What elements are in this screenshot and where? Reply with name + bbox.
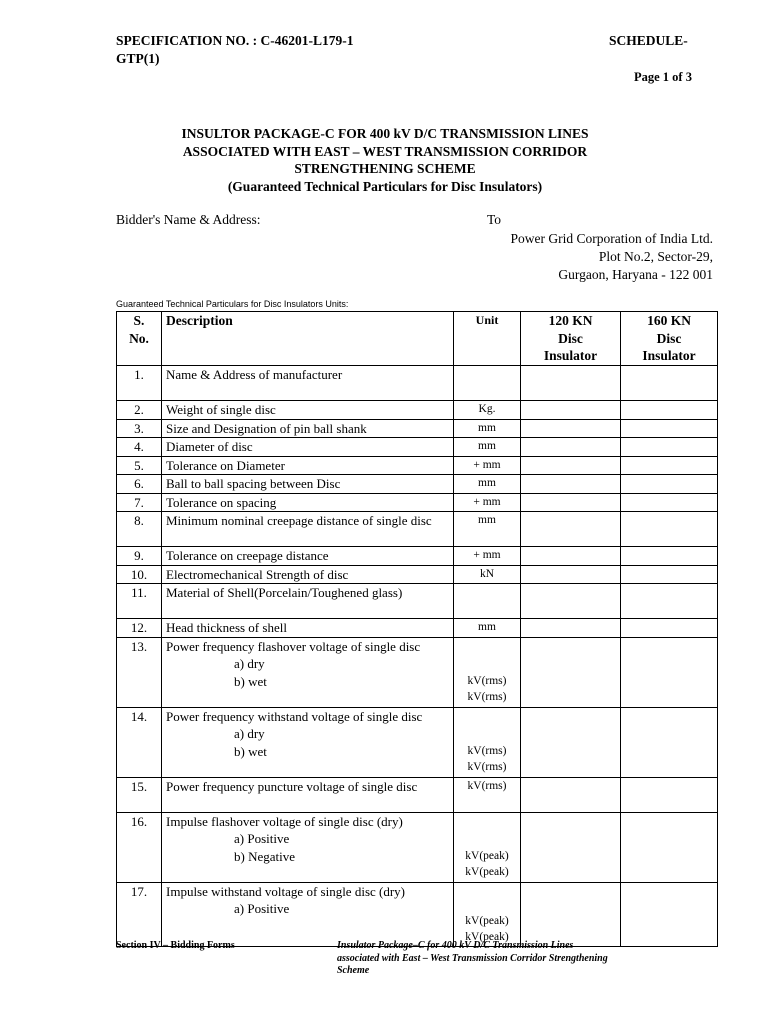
table-row (117, 565, 718, 584)
row-unit (454, 637, 521, 707)
table-row (117, 882, 718, 946)
row-description: Ball to ball spacing between Disc (162, 475, 454, 494)
cell-160kn[interactable] (621, 547, 718, 566)
row-sno: 12. (117, 619, 162, 638)
row-description-main: Power frequency withstand voltage of single disc (166, 708, 423, 724)
sub-item-wet: b) wet (234, 673, 267, 689)
header-description: Description (162, 312, 454, 366)
row-description: Diameter of disc (162, 438, 454, 457)
row-sno: 6. (117, 475, 162, 494)
cell-120kn[interactable] (521, 637, 621, 707)
row-description: Weight of single disc (162, 401, 454, 420)
header-120kn: 120 KN Disc Insulator (521, 312, 621, 366)
sub-item-dry: a) dry (234, 726, 265, 741)
row-unit: + mm (454, 493, 521, 512)
cell-160kn[interactable] (621, 777, 718, 812)
title-line-3: STRENGTHENING SCHEME (294, 161, 476, 176)
cell-160kn[interactable] (621, 565, 718, 584)
cell-160kn[interactable] (621, 456, 718, 475)
cell-120kn[interactable] (521, 812, 621, 882)
row-unit: mm (454, 619, 521, 638)
table-row (117, 584, 718, 619)
row-sno: 13. (117, 637, 162, 707)
unit-negative: kV(peak) (465, 930, 509, 943)
to-label: To (487, 212, 502, 227)
cell-160kn[interactable] (621, 475, 718, 494)
title-line-2: ASSOCIATED WITH EAST – WEST TRANSMISSION CORRIDOR (182, 143, 588, 159)
unit-dry: kV(rms) (467, 674, 507, 687)
cell-120kn[interactable] (521, 419, 621, 438)
table-header-row (117, 312, 718, 366)
row-description (162, 707, 454, 777)
row-sno: 17. (117, 882, 162, 946)
row-unit: mm (454, 512, 521, 547)
header-160kn: 160 KN Disc Insulator (621, 312, 718, 366)
gtp-table (116, 311, 718, 947)
cell-120kn[interactable] (521, 619, 621, 638)
table-caption: Guaranteed Technical Particulars for Disc Insulators Units: (116, 299, 349, 309)
cell-160kn[interactable] (621, 584, 718, 619)
footer-line-2: associated with East – West Transmission Corridor Strengthening (337, 952, 608, 964)
row-description: Tolerance on Diameter (162, 456, 454, 475)
sub-item-negative: b) Negative (234, 848, 296, 864)
recipient-address (380, 230, 713, 284)
footer-line-1: Insulator Package–C for 400 kV D/C Transmission Lines (337, 940, 574, 951)
unit-dry: kV(rms) (467, 744, 507, 757)
row-unit (454, 366, 521, 401)
unit-wet: kV(rms) (467, 760, 507, 773)
row-unit: kN (454, 565, 521, 584)
cell-160kn[interactable] (621, 512, 718, 547)
row-unit: mm (454, 438, 521, 457)
cell-120kn[interactable] (521, 565, 621, 584)
cell-120kn[interactable] (521, 584, 621, 619)
table-row (117, 707, 718, 777)
row-sno: 11. (117, 584, 162, 619)
row-unit: kV(rms) (454, 777, 521, 812)
table-row (117, 401, 718, 420)
table-row (117, 366, 718, 401)
row-description-main: Impulse flashover voltage of single disc (dry) (166, 813, 403, 829)
sub-item-positive: a) Positive (234, 901, 290, 916)
footer-section: Section IV – Bidding Forms (116, 940, 235, 951)
document-title (60, 125, 710, 195)
table-row (117, 547, 718, 566)
unit-negative: kV(peak) (465, 865, 509, 878)
row-description: Head thickness of shell (162, 619, 454, 638)
title-line-4: (Guaranteed Technical Particulars for Disc Insulators) (227, 178, 543, 194)
row-sno: 7. (117, 493, 162, 512)
table-row (117, 456, 718, 475)
unit-positive: kV(peak) (465, 914, 509, 927)
spec-number: SPECIFICATION NO. : C-46201-L179-1 (116, 33, 354, 48)
row-unit: mm (454, 475, 521, 494)
row-sno: 15. (117, 777, 162, 812)
footer-package (337, 940, 727, 978)
row-sno: 9. (117, 547, 162, 566)
cell-160kn[interactable] (621, 707, 718, 777)
cell-120kn[interactable] (521, 456, 621, 475)
row-sno: 4. (117, 438, 162, 457)
cell-160kn[interactable] (621, 619, 718, 638)
sub-item-wet: b) wet (234, 743, 267, 759)
gtp-label: GTP(1) (116, 51, 160, 66)
title-line-1: INSULTOR PACKAGE-C FOR 400 kV D/C TRANSMISSION LINES (181, 126, 589, 141)
row-unit (454, 882, 521, 946)
footer-line-3: Scheme (337, 965, 370, 976)
row-unit: + mm (454, 547, 521, 566)
row-unit (454, 584, 521, 619)
cell-160kn[interactable] (621, 637, 718, 707)
cell-160kn[interactable] (621, 366, 718, 401)
cell-120kn[interactable] (521, 512, 621, 547)
address-line-3: Gurgaon, Haryana - 122 001 (558, 267, 713, 282)
row-description: Material of Shell(Porcelain/Toughened glass) (162, 584, 454, 619)
sub-item-positive: a) Positive (234, 831, 290, 846)
row-sno: 14. (117, 707, 162, 777)
row-unit (454, 707, 521, 777)
unit-wet: kV(rms) (467, 690, 507, 703)
table-row (117, 438, 718, 457)
row-sno: 1. (117, 366, 162, 401)
table-row (117, 493, 718, 512)
bidder-label: Bidder's Name & Address: (116, 212, 261, 227)
header-unit: Unit (454, 312, 521, 366)
row-sno: 8. (117, 512, 162, 547)
cell-120kn[interactable] (521, 707, 621, 777)
row-sno: 16. (117, 812, 162, 882)
cell-160kn[interactable] (621, 401, 718, 420)
schedule-label: SCHEDULE- (609, 33, 688, 48)
row-unit: mm (454, 419, 521, 438)
row-unit (454, 812, 521, 882)
row-description (162, 637, 454, 707)
row-description: Size and Designation of pin ball shank (162, 419, 454, 438)
cell-160kn[interactable] (621, 493, 718, 512)
cell-120kn[interactable] (521, 547, 621, 566)
page-number: Page 1 of 3 (634, 70, 692, 84)
address-line-2: Plot No.2, Sector-29, (598, 249, 713, 264)
cell-160kn[interactable] (621, 812, 718, 882)
row-description-main: Power frequency flashover voltage of single disc (166, 638, 421, 654)
cell-120kn[interactable] (521, 438, 621, 457)
cell-160kn[interactable] (621, 438, 718, 457)
table-row (117, 637, 718, 707)
row-description: Tolerance on spacing (162, 493, 454, 512)
cell-120kn[interactable] (521, 366, 621, 401)
table-row (117, 512, 718, 547)
cell-120kn[interactable] (521, 475, 621, 494)
row-description: Electromechanical Strength of disc (162, 565, 454, 584)
row-description (162, 812, 454, 882)
row-sno: 5. (117, 456, 162, 475)
cell-160kn[interactable] (621, 882, 718, 946)
cell-120kn[interactable] (521, 882, 621, 946)
unit-positive: kV(peak) (465, 849, 509, 862)
row-unit: Kg. (454, 401, 521, 420)
table-row (117, 419, 718, 438)
row-description (162, 882, 454, 946)
row-unit: + mm (454, 456, 521, 475)
cell-120kn[interactable] (521, 493, 621, 512)
table-row (117, 777, 718, 812)
table-row (117, 475, 718, 494)
row-description-main: Impulse withstand voltage of single disc (dry) (166, 883, 406, 899)
row-description: Power frequency puncture voltage of single disc (162, 777, 454, 812)
sub-item-dry: a) dry (234, 656, 265, 671)
cell-120kn[interactable] (521, 401, 621, 420)
row-sno: 3. (117, 419, 162, 438)
row-sno: 2. (117, 401, 162, 420)
table-row (117, 619, 718, 638)
table-row (117, 812, 718, 882)
row-description: Tolerance on creepage distance (162, 547, 454, 566)
row-description: Name & Address of manufacturer (162, 366, 454, 401)
address-line-1: Power Grid Corporation of India Ltd. (510, 231, 713, 246)
cell-120kn[interactable] (521, 777, 621, 812)
row-sno: 10. (117, 565, 162, 584)
row-description: Minimum nominal creepage distance of single disc (162, 512, 454, 547)
cell-160kn[interactable] (621, 419, 718, 438)
header-sno: S. No. (117, 312, 162, 366)
